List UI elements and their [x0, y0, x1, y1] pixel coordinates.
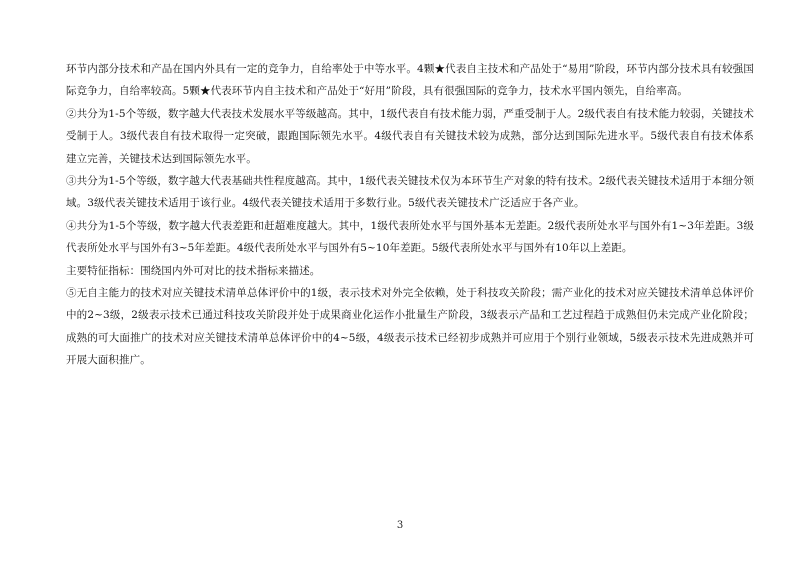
paragraph-note-3-commonality: ③共分为1-5个等级，数字越大代表基础共性程度越高。其中，1级代表关键技术仅为本环节生产对象的特有技术。2级代表关键技术适用于本细分领域。3级代表关键技术适用于该行业。4级代表关键技术适用于多数行业。5级代表关键技术广泛适应于各产业。 [66, 175, 754, 210]
paragraph-star-rating-continued: 环节内部分技术和产品在国内外具有一定的竞争力，自给率处于中等水平。4颗★代表自主技术和产品处于“易用”阶段，环节内部分技术具有较强国际竞争力，自给率较高。5颗★代表环节内自主技术和产品处于“好用”阶段，具有很强国际的竞争力，技术水平国内领先，自给率高。 [66, 63, 754, 98]
page-number: 3 [396, 520, 404, 531]
paragraph-main-indicators: 主要特征指标：围绕国内外可对比的技术指标来描述。 [66, 264, 321, 277]
paragraph-note-4-gap: ④共分为1-5个等级，数字越大代表差距和赶超难度越大。其中，1级代表所处水平与国外基本无差距。2级代表所处水平与国外有1~3年差距。3级代表所处水平与国外有3~5年差距。4级代表所处水平与国外有5~10年差距。5级代表所处水平与国外有10年以上差距。 [66, 219, 754, 255]
document-body [66, 58, 754, 372]
paragraph-note-2-tech-level: ②共分为1-5个等级，数字越大代表技术发展水平等级越高。其中，1级代表自有技术能力弱，严重受制于人。2级代表自有技术能力较弱，关键技术受制于人。3级代表自有技术取得一定突破，跟跑国际领先水平。4级代表自有关键技术较为成熟，部分达到国际先进水平。5级代表自有技术体系建立完善，关键技术达到国际领先水平。 [66, 107, 754, 165]
paragraph-note-5-autonomy: ⑤无自主能力的技术对应关键技术清单总体评价中的1级，表示技术对外完全依赖，处于科技攻关阶段；需产业化的技术对应关键技术清单总体评价中的2~3级，2级表示技术已通过科技攻关阶段并处于成果商业化运作小批量生产阶段，3级表示产品和工艺过程趋于成熟但仍未完成产业化阶段；成熟的可大面推广的技术对应关键技术清单总体评价中的4~5级，4级表示技术已经初步成熟并可应用于个别行业领域，5级表示技术先进成熟并可开展大面积推广。 [66, 287, 754, 367]
